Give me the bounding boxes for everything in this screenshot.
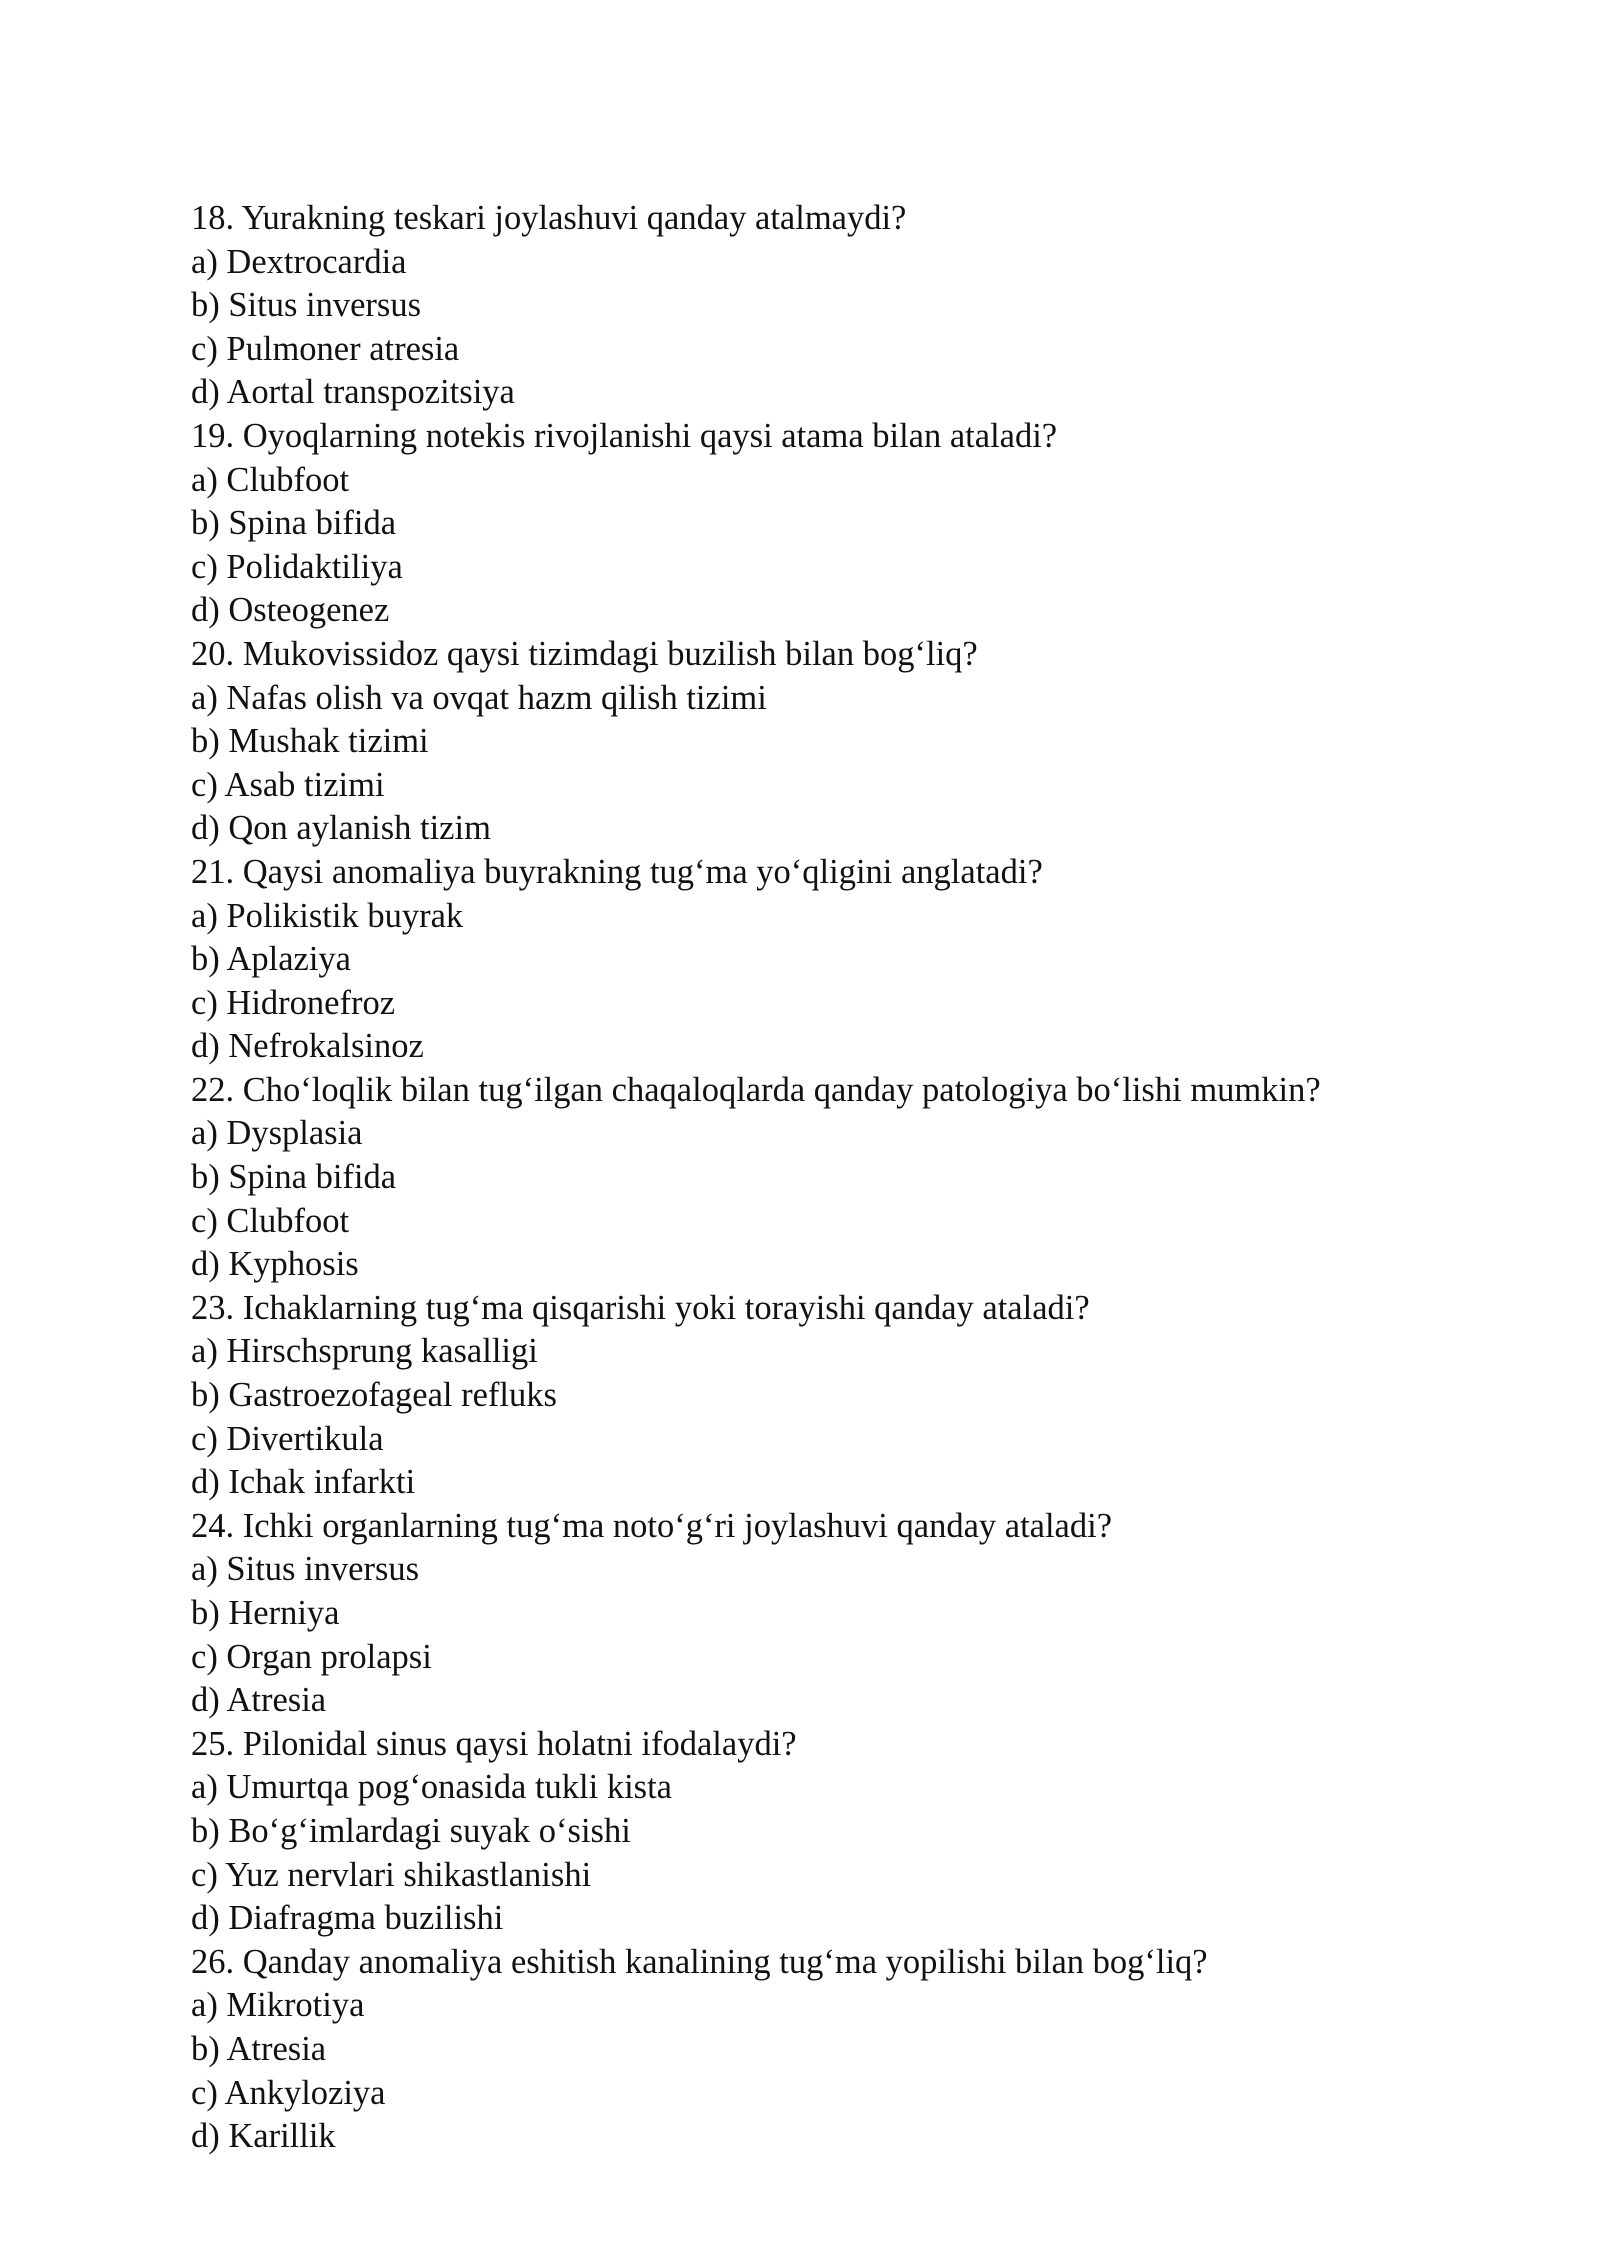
option-d: d) Nefrokalsinoz bbox=[191, 1027, 424, 1066]
option-c: c) Polidaktiliya bbox=[191, 547, 403, 586]
question-text: 18. Yurakning teskari joylashuvi qanday atalmaydi? bbox=[191, 199, 907, 237]
question-block-24 bbox=[191, 1505, 1491, 1723]
option-d: d) Aortal transpozitsiya bbox=[191, 373, 515, 412]
question-list bbox=[191, 197, 1491, 2159]
question-block-18 bbox=[191, 197, 1491, 415]
option-b: b) Herniya bbox=[191, 1594, 340, 1632]
option-c: c) Hidronefroz bbox=[191, 983, 396, 1022]
option-a: a) Umurtqa pog‘onasida tukli kista bbox=[191, 1768, 672, 1807]
option-a: a) Mikrotiya bbox=[191, 1986, 365, 2025]
option-c: c) Ankyloziya bbox=[191, 2073, 386, 2112]
question-text: 24. Ichki organlarning tug‘ma noto‘g‘ri joylashuvi qanday ataladi? bbox=[191, 1506, 1113, 1545]
option-d: d) Diafragma buzilishi bbox=[191, 1899, 504, 1938]
question-block-21 bbox=[191, 851, 1491, 1069]
option-a: a) Dysplasia bbox=[191, 1114, 363, 1153]
question-text: 19. Oyoqlarning notekis rivojlanishi qaysi atama bilan ataladi? bbox=[191, 416, 1058, 455]
option-a: a) Clubfoot bbox=[191, 460, 350, 499]
option-c: c) Organ prolapsi bbox=[191, 1637, 432, 1676]
option-b: b) Spina bifida bbox=[191, 504, 397, 543]
option-c: c) Yuz nervlari shikastlanishi bbox=[191, 1855, 592, 1894]
option-c: c) Clubfoot bbox=[191, 1201, 350, 1240]
option-b: b) Spina bifida bbox=[191, 1158, 397, 1197]
question-block-25 bbox=[191, 1723, 1491, 1941]
option-a: a) Nafas olish va ovqat hazm qilish tizimi bbox=[191, 678, 767, 717]
question-text: 23. Ichaklarning tug‘ma qisqarishi yoki torayishi qanday ataladi? bbox=[191, 1288, 1090, 1327]
option-d: d) Osteogenez bbox=[191, 591, 390, 630]
option-a: a) Situs inversus bbox=[191, 1550, 420, 1589]
question-block-20 bbox=[191, 633, 1491, 851]
question-text: 21. Qaysi anomaliya buyrakning tug‘ma yo‘qligini anglatadi? bbox=[191, 852, 1043, 891]
question-block-26 bbox=[191, 1941, 1491, 2159]
question-block-19 bbox=[191, 415, 1491, 633]
option-c: c) Pulmoner atresia bbox=[191, 329, 460, 368]
question-block-22 bbox=[191, 1069, 1491, 1287]
option-b: b) Mushak tizimi bbox=[191, 722, 429, 761]
option-c: c) Divertikula bbox=[191, 1419, 384, 1458]
option-d: d) Ichak infarkti bbox=[191, 1463, 416, 1502]
option-a: a) Hirschsprung kasalligi bbox=[191, 1332, 538, 1371]
option-b: b) Aplaziya bbox=[191, 940, 351, 979]
option-b: b) Situs inversus bbox=[191, 286, 422, 325]
option-b: b) Atresia bbox=[191, 2029, 327, 2068]
question-text: 26. Qanday anomaliya eshitish kanalining tug‘ma yopilishi bilan bog‘liq? bbox=[191, 1942, 1208, 1981]
option-b: b) Gastroezofageal refluks bbox=[191, 1376, 557, 1415]
option-d: d) Atresia bbox=[191, 1681, 327, 1720]
question-block-23 bbox=[191, 1287, 1491, 1505]
question-text: 20. Mukovissidoz qaysi tizimdagi buzilish bilan bog‘liq? bbox=[191, 634, 978, 673]
option-b: b) Bo‘g‘imlardagi suyak o‘sishi bbox=[191, 1811, 631, 1850]
option-d: d) Kyphosis bbox=[191, 1245, 359, 1284]
option-a: a) Polikistik buyrak bbox=[191, 896, 464, 935]
option-d: d) Qon aylanish tizim bbox=[191, 809, 491, 848]
option-c: c) Asab tizimi bbox=[191, 765, 385, 804]
option-a: a) Dextrocardia bbox=[191, 242, 407, 281]
option-d: d) Karillik bbox=[191, 2117, 336, 2156]
question-text: 25. Pilonidal sinus qaysi holatni ifodalaydi? bbox=[191, 1724, 797, 1763]
question-text: 22. Cho‘loqlik bilan tug‘ilgan chaqaloqlarda qanday patologiya bo‘lishi mumkin? bbox=[191, 1070, 1321, 1109]
